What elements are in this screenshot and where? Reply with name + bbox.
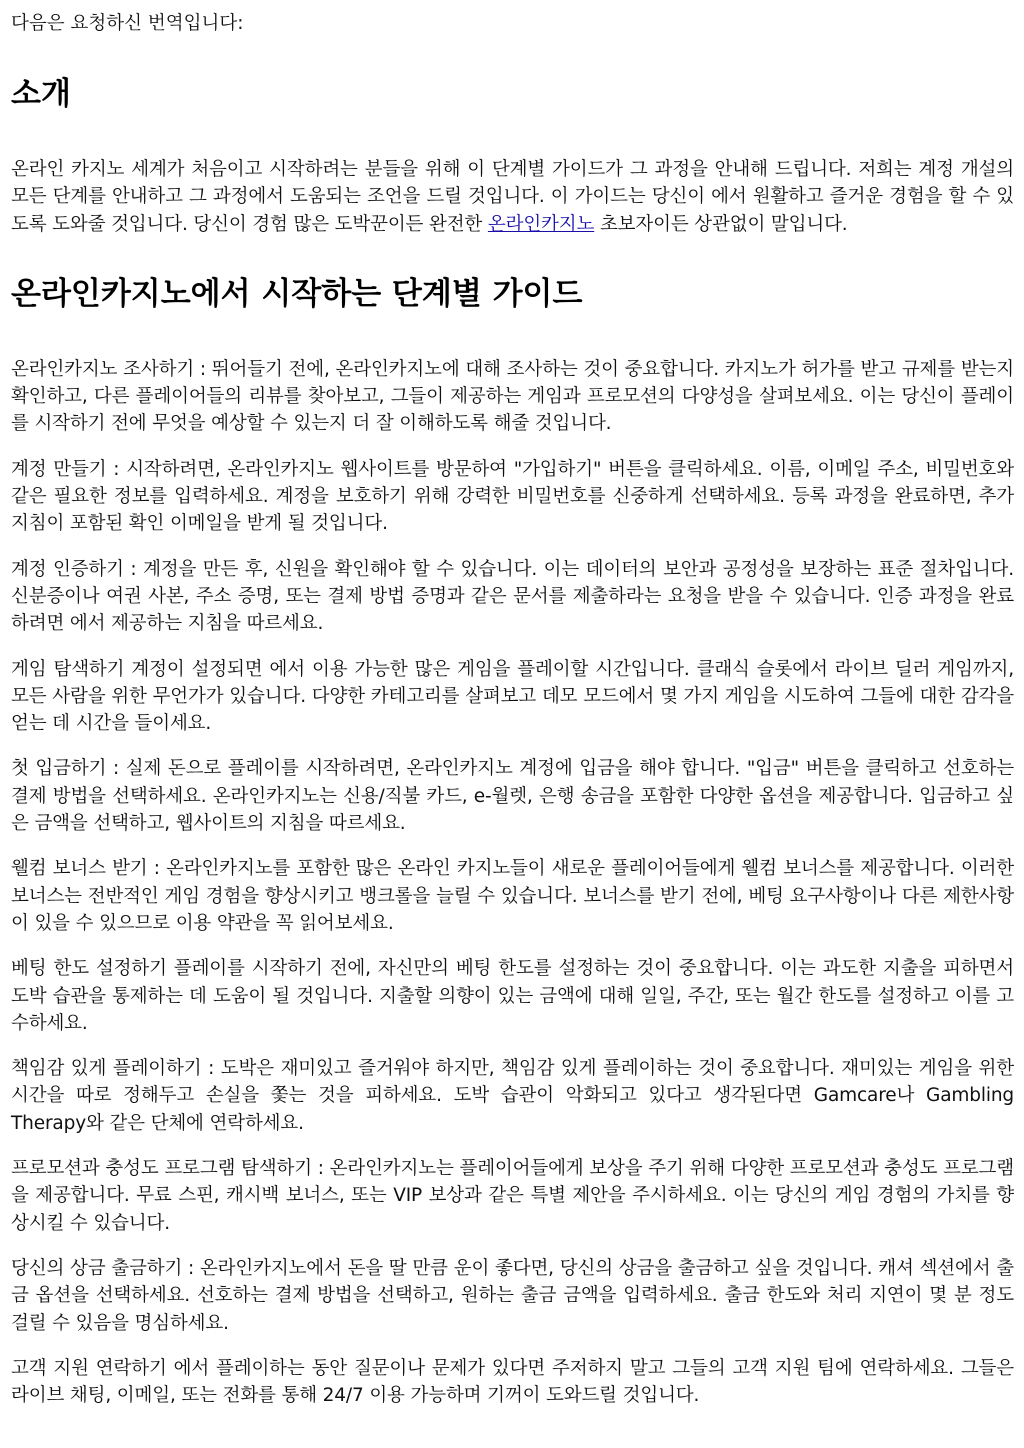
intro-heading: 소개 bbox=[11, 76, 71, 112]
step-paragraph-promotions: 프로모션과 충성도 프로그램 탐색하기 : 온라인카지노는 플레이어들에게 보상을 주기 위해 다양한 프로모션과 충성도 프로그램을 제공합니다. 무료 스핀, 캐시백 보너스, 또는 VIP 보상과 같은 특별 제안을 주시하세요. 이는 당신의 게임 경험의 가치를 향상시킬 수 있습니다. bbox=[11, 1158, 1015, 1234]
intro-text-before-link: 온라인 카지노 세계가 처음이고 시작하려는 분들을 위해 이 단계별 가이드가 그 과정을 안내해 드립니다. 저희는 계정 개설의 모든 단계를 안내하고 그 과정에서 도움되는 조언을 드릴 것입니다. 이 가이드는 당신이 에서 원활하고 즐거운 경험을 할 수 있도록 도와줄 것입니다. 당신이 경험 많은 도박꾼이든 완전한 bbox=[11, 159, 1014, 235]
step-paragraph-explore-games: 게임 탐색하기 계정이 설정되면 에서 이용 가능한 많은 게임을 플레이할 시간입니다. 클래식 슬롯에서 라이브 딜러 게임까지, 모든 사람을 위한 무언가가 있습니다. 다양한 카테고리를 살펴보고 데모 모드에서 몇 가지 게임을 시도하여 그들에 대한 감각을 얻는 데 시간을 들이세요. bbox=[11, 658, 1014, 735]
intro-paragraph bbox=[11, 156, 1014, 238]
step-paragraph-support: 고객 지원 연락하기 에서 플레이하는 동안 질문이나 문제가 있다면 주저하지 말고 그들의 고객 지원 팀에 연락하세요. 그들은 라이브 채팅, 이메일, 또는 전화를 통해 24/7 이용 가능하며 기꺼이 도와드릴 것입니다. bbox=[11, 1357, 1014, 1407]
step-paragraph-first-deposit: 첫 입금하기 : 실제 돈으로 플레이를 시작하려면, 온라인카지노 계정에 입금을 해야 합니다. "입금" 버튼을 클릭하고 선호하는 결제 방법을 선택하세요. 온라인카지노는 신용/직불 카드, e-월렛, 은행 송금을 포함한 다양한 옵션을 제공합니다. 입금하고 싶은 금액을 선택하고, 웹사이트의 지침을 따르세요. bbox=[11, 758, 1014, 835]
guide-heading: 온라인카지노에서 시작하는 단계별 가이드 bbox=[11, 275, 583, 312]
step-paragraph-betting-limits: 베팅 한도 설정하기 플레이를 시작하기 전에, 자신만의 베팅 한도를 설정하는 것이 중요합니다. 이는 과도한 지출을 피하면서 도박 습관을 통제하는 데 도움이 될 것입니다. 지출할 의향이 있는 금액에 대해 일일, 주간, 또는 월간 한도를 설정하고 이를 고수하세요. bbox=[11, 958, 1014, 1034]
intro-text-after-link: 초보자이든 상관없이 말입니다. bbox=[594, 213, 848, 235]
step-paragraph-create-account: 계정 만들기 : 시작하려면, 온라인카지노 웹사이트를 방문하여 "가입하기" 버튼을 클릭하세요. 이름, 이메일 주소, 비밀번호와 같은 필요한 정보를 입력하세요. 계정을 보호하기 위해 강력한 비밀번호를 신중하게 선택하세요. 등록 과정을 완료하면, 추가 지침이 포함된 확인 이메일을 받게 될 것입니다. bbox=[11, 458, 1014, 535]
online-casino-link[interactable]: 온라인카지노 bbox=[487, 213, 595, 235]
preface-text: 다음은 요청하신 번역입니다: bbox=[11, 13, 244, 34]
step-paragraph-verify-account: 계정 인증하기 : 계정을 만든 후, 신원을 확인해야 할 수 있습니다. 이는 데이터의 보안과 공정성을 보장하는 표준 절차입니다. 신분증이나 여권 사본, 주소 증명, 또는 결제 방법 증명과 같은 문서를 제출하라는 요청을 받을 수 있습니다. 인증 과정을 완료하려면 에서 제공하는 지침을 따르세요. bbox=[11, 558, 1014, 635]
step-paragraph-research: 온라인카지노 조사하기 : 뛰어들기 전에, 온라인카지노에 대해 조사하는 것이 중요합니다. 카지노가 허가를 받고 규제를 받는지 확인하고, 다른 플레이어들의 리뷰를 찾아보고, 그들이 제공하는 게임과 프로모션의 다양성을 살펴보세요. 이는 당신이 플레이를 시작하기 전에 무엇을 예상할 수 있는지 더 잘 이해하도록 해줄 것입니다. bbox=[11, 358, 1014, 435]
guide-steps bbox=[11, 356, 1014, 1410]
step-paragraph-responsible-play: 책임감 있게 플레이하기 : 도박은 재미있고 즐거워야 하지만, 책임감 있게 플레이하는 것이 중요합니다. 재미있는 게임을 위한 시간을 따로 정해두고 손실을 쫓는 것을 피하세요. 도박 습관이 악화되고 있다고 생각된다면 Gamcare나 Gambling Therapy와 같은 단체에 연락하세요. bbox=[11, 1058, 1014, 1134]
step-paragraph-welcome-bonus: 웰컴 보너스 받기 : 온라인카지노를 포함한 많은 온라인 카지노들이 새로운 플레이어들에게 웰컴 보너스를 제공합니다. 이러한 보너스는 전반적인 게임 경험을 향상시키고 뱅크롤을 늘릴 수 있습니다. 보너스를 받기 전에, 베팅 요구사항이나 다른 제한사항이 있을 수 있으므로 이용 약관을 꼭 읽어보세요. bbox=[11, 858, 1014, 934]
step-paragraph-withdraw: 당신의 상금 출금하기 : 온라인카지노에서 돈을 딸 만큼 운이 좋다면, 당신의 상금을 출금하고 싶을 것입니다. 캐셔 섹션에서 출금 옵션을 선택하세요. 선호하는 결제 방법을 선택하고, 원하는 출금 금액을 입력하세요. 출금 한도와 처리 지연이 몇 분 정도 걸릴 수 있음을 명심하세요. bbox=[11, 1257, 1014, 1334]
